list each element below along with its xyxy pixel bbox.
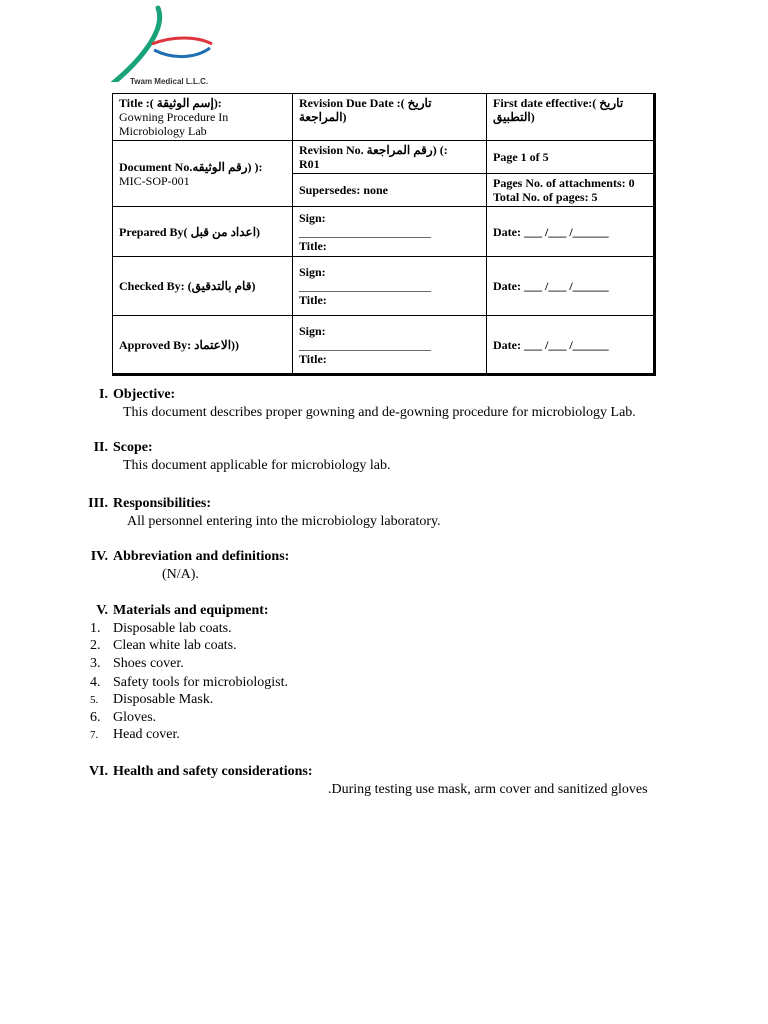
checked-by-label: Checked By: (قام بالتدقيق) <box>119 279 256 293</box>
sign-label: Sign: <box>299 265 326 279</box>
title-field-label: Title: <box>299 293 327 307</box>
document-header-table <box>112 93 656 376</box>
signature-line: ______________________ <box>299 279 431 293</box>
title-field-label: Title: <box>299 238 327 253</box>
list-item-number: 3. <box>90 656 101 671</box>
prepared-by-label: Prepared By( اعداد من قبل) <box>119 224 261 239</box>
title-label: Title :( إسم الوثيقة): <box>119 96 222 110</box>
section-body: This document describes proper gowning and de-gowning procedure for microbiology Lab. <box>123 405 636 420</box>
list-item-number: 2. <box>90 638 101 653</box>
section-body: (N/A). <box>162 567 199 582</box>
approved-by-label: Approved By: الاعتماد)) <box>119 337 240 352</box>
document-no-value: MIC-SOP-001 <box>119 173 190 188</box>
approved-by-cell <box>113 316 293 375</box>
prepared-sign-cell <box>293 207 487 257</box>
revision-no-label: Revision No. رقم المراجعة) (: <box>299 143 448 157</box>
page-of-text: Page 1 of 5 <box>493 150 549 164</box>
section-heading: Abbreviation and definitions: <box>113 549 290 564</box>
revision-due-label: Revision Due Date :( تاريخ المراجعة) <box>299 96 432 124</box>
title-field-label: Title: <box>299 351 327 366</box>
section-number: VI. <box>88 764 108 779</box>
list-item-number: 4. <box>90 675 101 690</box>
first-date-label: First date effective:( تاريخ التطبيق) <box>493 96 624 124</box>
section-number: IV. <box>90 549 108 564</box>
supersedes-cell <box>293 174 487 207</box>
list-item-text: Disposable Mask. <box>113 692 214 707</box>
list-item-number: 5. <box>90 694 99 706</box>
list-item-text: Gloves. <box>113 710 157 725</box>
checked-sign-cell <box>293 257 487 316</box>
document-no-cell <box>113 141 293 207</box>
prepared-by-cell <box>113 207 293 257</box>
section-number: II. <box>93 440 108 455</box>
approved-date-cell <box>487 316 655 375</box>
revision-no-cell <box>293 141 487 174</box>
signature-line: ______________________ <box>299 224 431 239</box>
page-of-cell <box>487 141 655 174</box>
list-item-text: Head cover. <box>113 727 180 742</box>
section-number: I. <box>99 387 108 402</box>
attachments-text: Pages No. of attachments: 0 <box>493 176 635 190</box>
date-field: Date: ___ /___ /______ <box>493 337 609 352</box>
section-number: V. <box>96 603 108 618</box>
pages-cell <box>487 174 655 207</box>
document-title: Gowning Procedure In Microbiology Lab <box>119 110 229 138</box>
section-number: III. <box>88 496 108 511</box>
list-item-number: 1. <box>90 621 101 636</box>
revision-no-value: R01 <box>299 157 320 171</box>
checked-date-cell <box>487 257 655 316</box>
section-heading: Scope: <box>113 440 153 455</box>
prepared-date-cell <box>487 207 655 257</box>
date-field: Date: ___ /___ /______ <box>493 224 609 239</box>
section-body: This document applicable for microbiology lab. <box>123 458 391 473</box>
signature-line: ______________________ <box>299 337 431 352</box>
date-field: Date: ___ /___ /______ <box>493 279 609 293</box>
approved-sign-cell <box>293 316 487 375</box>
list-item-number: 7. <box>90 729 99 741</box>
supersedes-text: Supersedes: none <box>299 183 389 197</box>
total-pages-text: Total No. of pages: 5 <box>493 190 598 204</box>
list-item-text: Safety tools for microbiologist. <box>113 675 288 690</box>
first-date-cell <box>487 94 655 141</box>
company-logo <box>92 2 232 90</box>
logo-mark-icon <box>92 2 232 82</box>
company-name: Twam Medical L.L.C. <box>130 77 209 86</box>
title-cell <box>113 94 293 141</box>
list-item-text: Shoes cover. <box>113 656 184 671</box>
section-heading: Objective: <box>113 387 176 402</box>
revision-due-cell <box>293 94 487 141</box>
section-body: All personnel entering into the microbiology laboratory. <box>127 514 441 529</box>
section-heading: Responsibilities: <box>113 496 212 511</box>
sign-label: Sign: <box>299 210 326 225</box>
section-heading: Materials and equipment: <box>113 603 269 618</box>
list-item-text: Disposable lab coats. <box>113 621 232 636</box>
list-item-number: 6. <box>90 710 101 725</box>
section-heading: Health and safety considerations: <box>113 764 313 779</box>
section-body: .During testing use mask, arm cover and sanitized gloves <box>328 782 648 797</box>
list-item-text: Clean white lab coats. <box>113 638 237 653</box>
document-no-label: Document No.رقم الوثيقه) ): <box>119 159 263 174</box>
sign-label: Sign: <box>299 323 326 338</box>
checked-by-cell <box>113 257 293 316</box>
